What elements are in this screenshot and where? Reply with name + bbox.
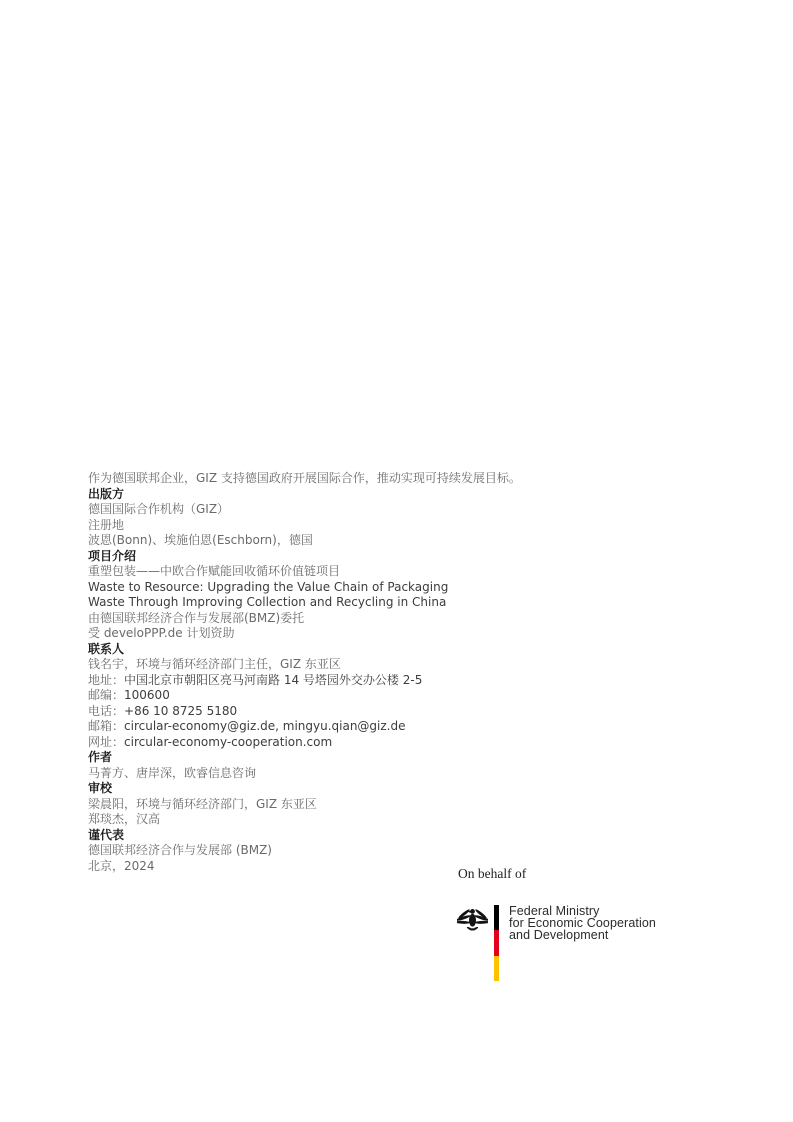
- email-label: 邮箱：: [88, 719, 125, 733]
- publisher-name: 德国国际合作机构（GIZ）: [88, 502, 230, 516]
- contact-heading: 联系人: [88, 641, 125, 656]
- bmz-ministry-logo: [457, 905, 656, 981]
- phone-label: 电话：: [88, 703, 125, 718]
- authors-line: 马菁方、唐岸深，欧睿信息咨询: [88, 765, 257, 780]
- german-flag-stripe: [494, 905, 499, 981]
- flag-stripe-gold: [494, 956, 499, 981]
- reviewers-heading: 审校: [88, 781, 113, 795]
- reviewers-line-2: 郑琰杰，汉高: [88, 812, 161, 826]
- website-value: circular-economy-cooperation.com: [124, 734, 333, 749]
- email-value: circular-economy@giz.de, mingyu.qian@giz.de: [124, 719, 406, 733]
- on-behalf-of-label: On behalf of: [458, 866, 527, 881]
- website-label: 网址：: [88, 734, 125, 749]
- project-name-en-1: Waste to Resource: Upgrading the Value Chain of Packaging: [88, 579, 449, 594]
- section-reviewers: [88, 781, 518, 828]
- project-heading: 项目介绍: [88, 548, 137, 563]
- giz-intro-line: 作为德国联邦企业，GIZ 支持德国政府开展国际合作，推动实现可持续发展目标。: [88, 471, 521, 485]
- publisher-heading: 出版方: [88, 486, 125, 501]
- section-contact: [88, 642, 518, 673]
- flag-stripe-black: [494, 905, 499, 930]
- imprint-column: [88, 471, 521, 874]
- phone-value: +86 10 8725 5180: [124, 703, 238, 718]
- project-name-en-2: Waste Through Improving Collection and Recycling in China: [88, 595, 447, 609]
- postcode-value: 100600: [124, 688, 170, 702]
- registered-offices-line: 波恩(Bonn)、埃施伯恩(Eschborn)，德国: [88, 533, 313, 547]
- project-funded-by: 受 develoPPP.de 计划资助: [88, 626, 235, 640]
- place-date-line: 北京，2024: [88, 858, 155, 873]
- address-label: 地址：: [88, 672, 125, 687]
- ministry-name: [509, 905, 656, 941]
- contact-details: [88, 673, 518, 751]
- registered-offices-heading: 注册地: [88, 517, 125, 532]
- contact-phone-row: [88, 704, 518, 720]
- on-behalf-of-heading: 谨代表: [88, 827, 125, 842]
- section-registered-offices: [88, 518, 518, 549]
- section-publisher: [88, 487, 518, 518]
- contact-address-row: [88, 673, 518, 689]
- ministry-name-line-3: and Development: [509, 927, 609, 942]
- address-value: 中国北京市朝阳区亮马河南路 14 号塔园外交办公楼 2-5: [124, 672, 423, 687]
- authors-heading: 作者: [88, 750, 113, 764]
- ministry-name-line-2: for Economic Cooperation: [509, 915, 656, 930]
- project-commissioned-by: 由德国联邦经济合作与发展部(BMZ)委托: [88, 610, 305, 625]
- section-on-behalf-of: [88, 828, 518, 859]
- contact-person: 钱名宇，环境与循环经济部门主任，GIZ 东亚区: [88, 657, 341, 671]
- federal-eagle-icon: [457, 905, 488, 934]
- project-name-cn: 重塑包装——中欧合作赋能回收循环价值链项目: [88, 564, 341, 578]
- on-behalf-of-line: 德国联邦经济合作与发展部 (BMZ): [88, 843, 272, 857]
- reviewers-line-1: 梁晨阳，环境与循环经济部门，GIZ 东亚区: [88, 796, 317, 811]
- postcode-label: 邮编：: [88, 688, 125, 702]
- place-and-date: [88, 859, 518, 875]
- section-authors: [88, 750, 518, 781]
- contact-website-row: [88, 735, 518, 751]
- section-project: [88, 549, 518, 642]
- contact-email-row: [88, 719, 518, 735]
- giz-intro: [88, 471, 521, 487]
- flag-stripe-red: [494, 930, 499, 955]
- contact-postcode-row: [88, 688, 518, 704]
- ministry-name-line-1: Federal Ministry: [509, 904, 600, 918]
